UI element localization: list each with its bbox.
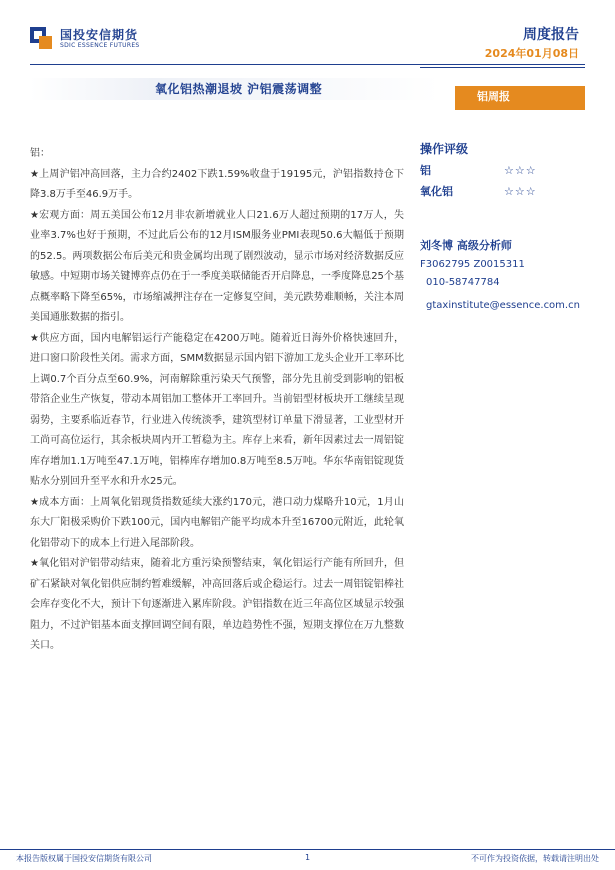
rating-row (420, 181, 615, 202)
company-logo (30, 26, 140, 52)
header-divider-short (420, 67, 585, 68)
sidebar (420, 138, 615, 316)
analyst-email[interactable]: gtaxinstitute@essence.com.cn (426, 300, 580, 311)
paragraph: ★上周沪铝冲高回落，主力合约2402下跌1.59%收盘于19195元，沪铝指数持仓下降3.8万手至46.9万手。 (30, 168, 404, 200)
report-tag: 铝周报 (455, 86, 585, 108)
footer-disclaimer: 不可作为投资依据，转载请注明出处 (471, 854, 599, 863)
paragraph: ★宏观方面：周五美国公布12月非农新增就业人口21.6万人超过预期的17万人，失业率3.7%也好于预期，不过此后公布的12月ISM服务业PMI表现50.6大幅低于预期的52.5。两项数据公布后美元和贵金属均出现了剧烈波动，显示市场对经济数据反应敏感。中短期市场关键博弈点仍在于一季度美联储能否开启降息，一季度降息25个基点概率略下降至65%，市场缩减押注存在一定修复空间，美元跌势难顺畅，关注本周美国通胀数据的指引。 (30, 209, 404, 323)
analyst-cert: F3062795 Z0015311 (420, 259, 525, 270)
logo-cn: 国投安信期货 (60, 28, 139, 42)
rating-title: 操作评级 (420, 142, 469, 156)
rating-stars: ☆☆☆ (504, 185, 537, 198)
header-divider (30, 64, 585, 65)
analyst-phone: 010-58747784 (426, 277, 500, 288)
report-date: 2024年01月08日 (484, 47, 579, 60)
paragraph: 铝： (30, 148, 50, 159)
footer-divider (0, 849, 615, 850)
rating-name: 氧化铝 (420, 185, 453, 198)
page-number: 1 (305, 853, 311, 862)
logo-text (60, 28, 140, 50)
report-type: 周度报告 (523, 27, 579, 43)
paragraph: ★氧化铝对沪铝带动结束，随着北方重污染预警结束，氧化铝运行产能有所回升，但矿石紧缺对氧化铝供应制约暂难缓解，冲高回落后或企稳运行。过去一周铝锭铝棒社会库存变化不大，预计下旬逐渐进入累库阶段。沪铝指数在近三年高位区域显示较强阻力，不过沪铝基本面支撑回调空间有限，单边趋势性不强，短期支撑位在万九整数关口。 (30, 558, 404, 651)
logo-en: SDIC ESSENCE FUTURES (60, 42, 140, 49)
rating-name: 铝 (420, 164, 431, 177)
rating-stars: ☆☆☆ (504, 164, 537, 177)
paragraph: ★供应方面，国内电解铝运行产能稳定在4200万吨。随着近日海外价格快速回升，进口窗口阶段性关闭。需求方面，SMM数据显示国内铝下游加工龙头企业开工率环比上调0.7个百分点至60.9%，河南解除重污染天气预警，部分先且前受到影响的铝板带箔企业生产恢复，带动本周铝加工整体开工率回升。当前铝型材板块开工继续呈现弱势，主要系临近春节，行业进入传统淡季，建筑型材订单量下滑显著，工业型材开工尚可高位运行，其余板块周内开工暂稳为主。库存上来看，新年因素过去一周铝锭库存增加1.1万吨至47.1万吨，铝棒库存增加0.8万吨至8.5万吨。华东华南铝锭现货贴水分别回升至平水和升水25元。 (30, 332, 404, 487)
tag-underline (455, 108, 585, 110)
report-title: 氧化铝热潮退坡 沪铝震荡调整 (155, 82, 323, 96)
footer-copyright: 本报告版权属于国投安信期货有限公司 (16, 854, 152, 863)
paragraph: ★成本方面：上周氧化铝现货指数延续大涨约170元，港口动力煤略升10元，1月山东大厂阳极采购价下跌100元，国内电解铝产能平均成本升至16700元附近，此轮氧化铝带动下的成本上行进入尾部阶段。 (30, 496, 404, 549)
logo-mark-icon (30, 27, 54, 51)
main-content (30, 144, 404, 657)
rating-row (420, 160, 615, 181)
analyst-name: 刘冬博 高级分析师 (420, 239, 512, 252)
